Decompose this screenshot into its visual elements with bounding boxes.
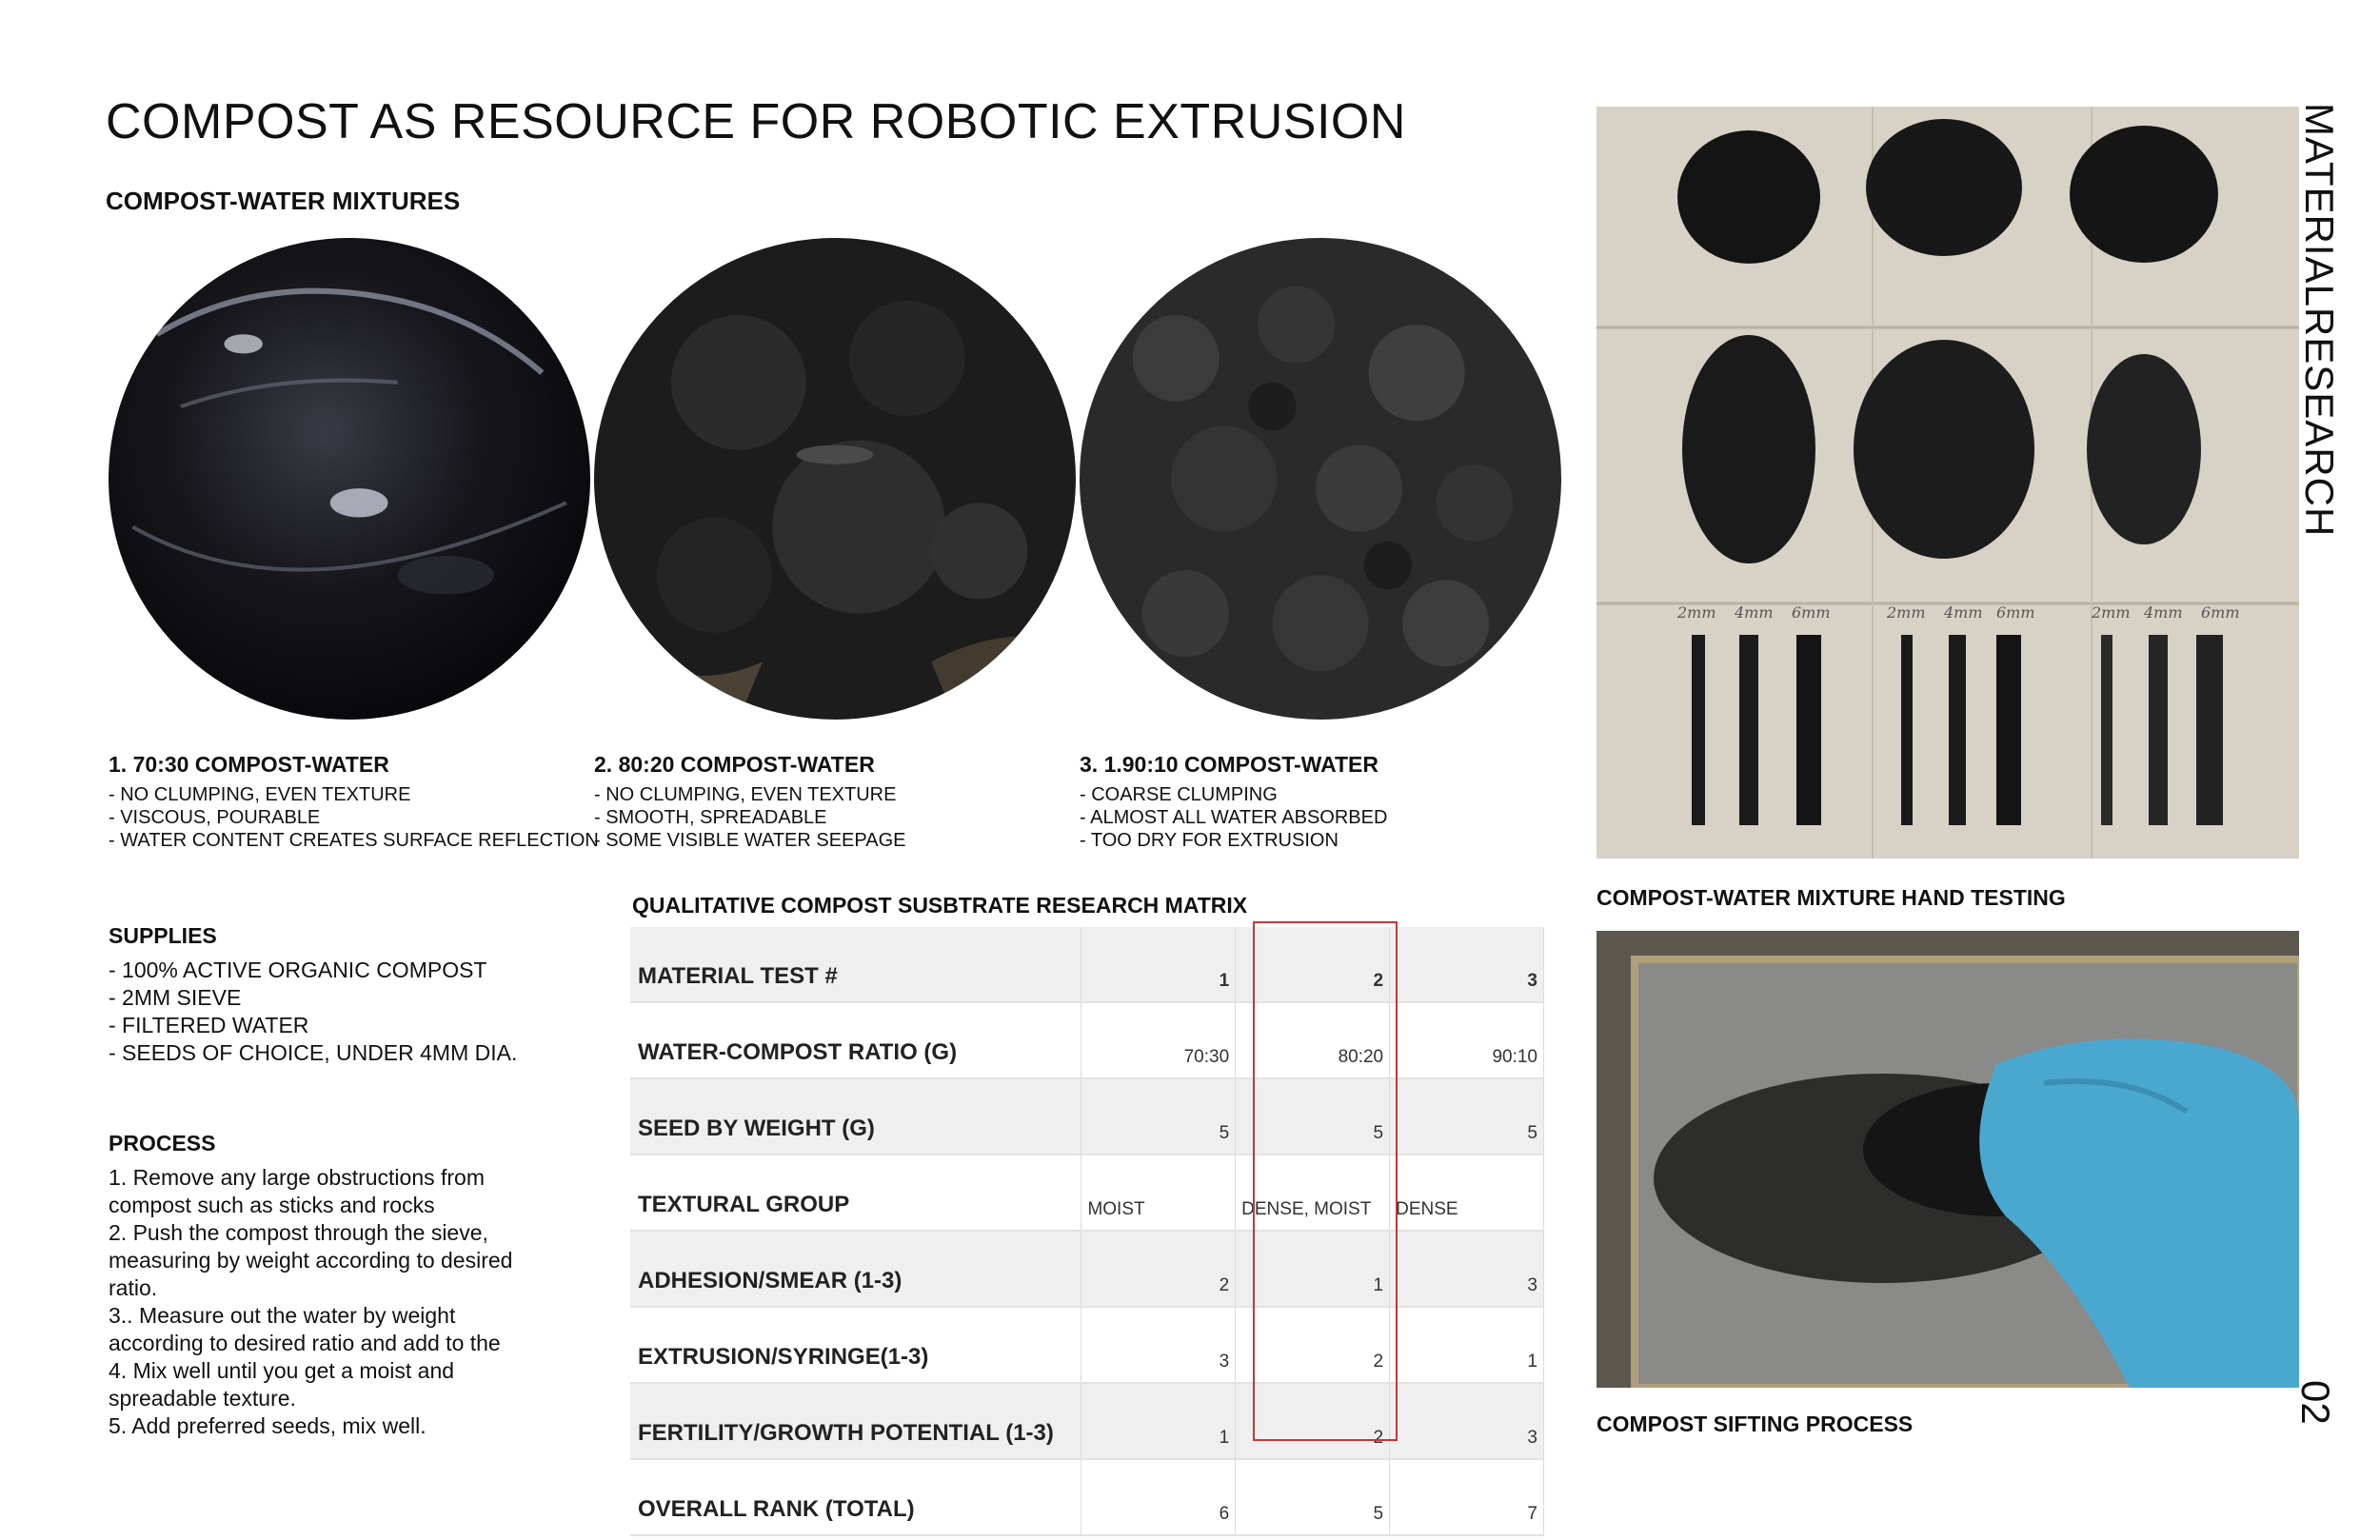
mixture-1-caption xyxy=(109,752,599,852)
mixture-1-label: 1. 70:30 COMPOST-WATER xyxy=(109,752,389,777)
page-title: COMPOST AS RESOURCE FOR ROBOTIC EXTRUSION xyxy=(106,94,1406,149)
sifting-caption: COMPOST SIFTING PROCESS xyxy=(1597,1412,1914,1436)
cell: 2 xyxy=(1236,1383,1390,1459)
cell: 70:30 xyxy=(1081,1002,1236,1078)
cell: 1 xyxy=(1390,1307,1544,1383)
cell: MOIST xyxy=(1081,1155,1236,1231)
mixture-2-label: 2. 80:20 COMPOST-WATER xyxy=(594,752,875,777)
handwritten-mark: 2mm xyxy=(1677,603,1716,622)
supply-item: - FILTERED WATER xyxy=(109,1013,309,1037)
cell: 5 xyxy=(1236,1078,1390,1155)
process-line: compost such as sticks and rocks xyxy=(109,1193,435,1217)
process-heading: PROCESS xyxy=(109,1131,216,1155)
cell: 1 xyxy=(1081,927,1236,1002)
cell: 3 xyxy=(1390,927,1544,1002)
mixture-3-photo xyxy=(1080,238,1561,720)
row-label: EXTRUSION/SYRINGE(1-3) xyxy=(630,1307,1081,1383)
mixture-2-caption xyxy=(594,752,905,852)
sifting-photo xyxy=(1597,931,2299,1388)
table-row xyxy=(630,927,1544,1002)
process-line: according to desired ratio and add to the xyxy=(109,1331,501,1355)
cell: 5 xyxy=(1236,1459,1390,1535)
process-line: 4. Mix well until you get a moist and xyxy=(109,1358,455,1383)
supplies-section xyxy=(109,923,517,1067)
process-line: measuring by weight according to desired xyxy=(109,1248,513,1273)
table-row xyxy=(630,1002,1544,1078)
cell: DENSE, MOIST xyxy=(1236,1155,1390,1231)
research-matrix-table xyxy=(630,927,1544,1536)
row-label: ADHESION/SMEAR (1-3) xyxy=(630,1231,1081,1307)
cell: 5 xyxy=(1081,1078,1236,1155)
process-line: 5. Add preferred seeds, mix well. xyxy=(109,1413,426,1438)
cell: DENSE xyxy=(1390,1155,1544,1231)
cell: 3 xyxy=(1081,1307,1236,1383)
handwritten-mark: 2mm xyxy=(1887,603,1926,622)
row-label: WATER-COMPOST RATIO (G) xyxy=(630,1002,1081,1078)
hand-testing-caption: COMPOST-WATER MIXTURE HAND TESTING xyxy=(1597,885,2066,910)
supply-item: - SEEDS OF CHOICE, UNDER 4MM DIA. xyxy=(109,1040,518,1065)
row-label: MATERIAL TEST # xyxy=(630,927,1081,1002)
table-row xyxy=(630,1383,1544,1459)
cell: 2 xyxy=(1236,927,1390,1002)
table-row xyxy=(630,1459,1544,1535)
handwritten-mark: 6mm xyxy=(2201,603,2240,622)
cell: 2 xyxy=(1081,1231,1236,1307)
matrix-heading: QUALITATIVE COMPOST SUSBTRATE RESEARCH MATRIX xyxy=(632,893,1248,918)
cell: 6 xyxy=(1081,1459,1236,1535)
mixture-3-label: 3. 1.90:10 COMPOST-WATER xyxy=(1080,752,1378,777)
row-label: TEXTURAL GROUP xyxy=(630,1155,1081,1231)
page-number: 02 xyxy=(2293,1380,2338,1425)
cell: 5 xyxy=(1390,1078,1544,1155)
table-row xyxy=(630,1078,1544,1155)
supplies-heading: SUPPLIES xyxy=(109,923,217,948)
mixture-3-caption xyxy=(1080,752,1387,852)
supply-item: - 100% ACTIVE ORGANIC COMPOST xyxy=(109,958,487,982)
side-section-title: MATERIALRESEARCH xyxy=(2297,103,2342,538)
handwritten-mark: 6mm xyxy=(1792,603,1831,622)
mixture-1-note: - VISCOUS, POURABLE xyxy=(109,807,321,828)
cell: 80:20 xyxy=(1236,1002,1390,1078)
cell: 2 xyxy=(1236,1307,1390,1383)
handwritten-mark: 4mm xyxy=(1944,603,1983,622)
mixture-2-photo xyxy=(594,238,1076,720)
mixture-2-note: - SMOOTH, SPREADABLE xyxy=(594,807,827,828)
cell: 3 xyxy=(1390,1231,1544,1307)
process-line: 3.. Measure out the water by weight xyxy=(109,1303,456,1328)
cell: 7 xyxy=(1390,1459,1544,1535)
process-line: 1. Remove any large obstructions from xyxy=(109,1165,486,1190)
table-row xyxy=(630,1155,1544,1231)
supply-item: - 2MM SIEVE xyxy=(109,985,242,1010)
mixture-2-note: - NO CLUMPING, EVEN TEXTURE xyxy=(594,784,897,805)
table-row xyxy=(630,1231,1544,1307)
row-label: FERTILITY/GROWTH POTENTIAL (1-3) xyxy=(630,1383,1081,1459)
mixture-3-note: - ALMOST ALL WATER ABSORBED xyxy=(1080,807,1388,828)
process-section xyxy=(109,1131,585,1440)
cell: 90:10 xyxy=(1390,1002,1544,1078)
mixture-1-note: - NO CLUMPING, EVEN TEXTURE xyxy=(109,784,411,805)
hand-testing-photo xyxy=(1597,107,2299,859)
mixture-3-note: - COARSE CLUMPING xyxy=(1080,784,1278,805)
mixture-1-photo xyxy=(109,238,590,720)
handwritten-mark: 6mm xyxy=(1996,603,2035,622)
cell: 3 xyxy=(1390,1383,1544,1459)
row-label: OVERALL RANK (TOTAL) xyxy=(630,1459,1081,1535)
handwritten-mark: 4mm xyxy=(1735,603,1774,622)
table-row xyxy=(630,1307,1544,1383)
cell: 1 xyxy=(1236,1231,1390,1307)
handwritten-mark: 2mm xyxy=(2092,603,2131,622)
mixtures-heading: COMPOST-WATER MIXTURES xyxy=(106,187,461,215)
mixture-1-note: - WATER CONTENT CREATES SURFACE REFLECTION xyxy=(109,830,599,851)
process-line: spreadable texture. xyxy=(109,1386,296,1411)
mixture-3-note: - TOO DRY FOR EXTRUSION xyxy=(1080,830,1339,851)
process-line: 2. Push the compost through the sieve, xyxy=(109,1220,488,1245)
mixture-2-note: - SOME VISIBLE WATER SEEPAGE xyxy=(594,830,906,851)
handwritten-mark: 4mm xyxy=(2144,603,2183,622)
process-line: ratio. xyxy=(109,1275,158,1300)
row-label: SEED BY WEIGHT (G) xyxy=(630,1078,1081,1155)
cell: 1 xyxy=(1081,1383,1236,1459)
